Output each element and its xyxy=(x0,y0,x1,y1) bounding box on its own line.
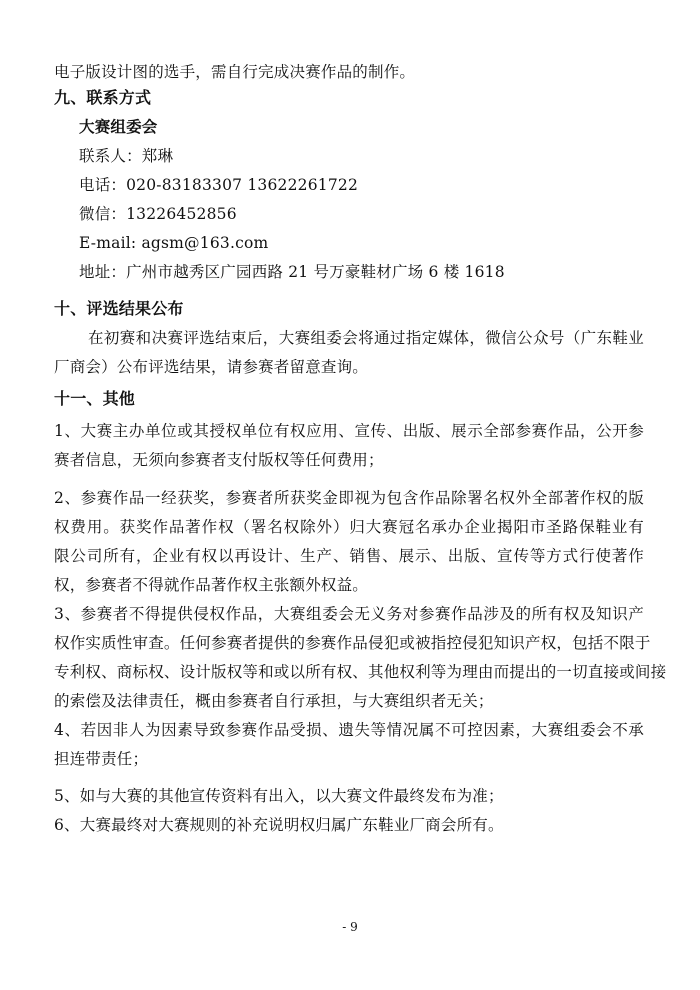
contact-address: 地址：广州市越秀区广园西路 21 号万豪鞋材广场 6 楼 1618 xyxy=(79,263,505,281)
item1-line: 1、大赛主办单位或其授权单位有权应用、宣传、出版、展示全部参赛作品，公开参 xyxy=(54,422,644,440)
section9-heading: 九、联系方式 xyxy=(54,88,152,107)
item2-line: 限公司所有，企业有权以再设计、生产、销售、展示、出版、宣传等方式行使著作 xyxy=(54,547,644,565)
contact-phone: 电话：020-83183307 13622261722 xyxy=(79,176,359,194)
item3-line: 的索偿及法律责任，概由参赛者自行承担，与大赛组织者无关； xyxy=(54,692,494,710)
section10-heading: 十、评选结果公布 xyxy=(54,299,184,318)
section10-paragraph-line: 厂商会）公布评选结果，请参赛者留意查询。 xyxy=(54,358,369,376)
item2-line: 2、参赛作品一经获奖，参赛者所获奖金即视为包含作品除署名权外全部著作权的版 xyxy=(54,489,644,507)
item1-line: 赛者信息，无须向参赛者支付版权等任何费用； xyxy=(54,451,384,469)
item4-line: 担连带责任； xyxy=(54,750,149,768)
section11-heading: 十一、其他 xyxy=(54,389,136,408)
item3-line: 权作实质性审查。任何参赛者提供的参赛作品侵犯或被指控侵犯知识产权，包括不限于 xyxy=(54,634,651,652)
item2-line: 权，参赛者不得就作品著作权主张额外权益。 xyxy=(54,576,369,594)
organizer-name: 大赛组委会 xyxy=(79,117,158,136)
page-number: - 9 xyxy=(342,920,358,934)
item4-line: 4、若因非人为因素导致参赛作品受损、遗失等情况属不可控因素，大赛组委会不承 xyxy=(54,721,644,739)
item2-line: 权费用。获奖作品著作权（署名权除外）归大赛冠名承办企业揭阳市圣路保鞋业有 xyxy=(54,518,644,536)
item6-line: 6、大赛最终对大赛规则的补充说明权归属广东鞋业厂商会所有。 xyxy=(54,816,504,834)
section10-paragraph-line: 在初赛和决赛评选结束后，大赛组委会将通过指定媒体，微信公众号（广东鞋业 xyxy=(88,329,644,347)
contact-person: 联系人：郑琳 xyxy=(79,147,174,165)
intro-line: 电子版设计图的选手，需自行完成决赛作品的制作。 xyxy=(54,63,416,81)
item5-line: 5、如与大赛的其他宣传资料有出入，以大赛文件最终发布为准； xyxy=(54,787,504,805)
contact-email: E-mail: agsm@163.com xyxy=(79,234,269,252)
item3-line: 3、参赛者不得提供侵权作品，大赛组委会无义务对参赛作品涉及的所有权及知识产 xyxy=(54,605,644,623)
contact-wechat: 微信：13226452856 xyxy=(79,205,237,223)
item3-line: 专利权、商标权、设计版权等和或以所有权、其他权利等为理由而提出的一切直接或间接 xyxy=(54,663,667,681)
